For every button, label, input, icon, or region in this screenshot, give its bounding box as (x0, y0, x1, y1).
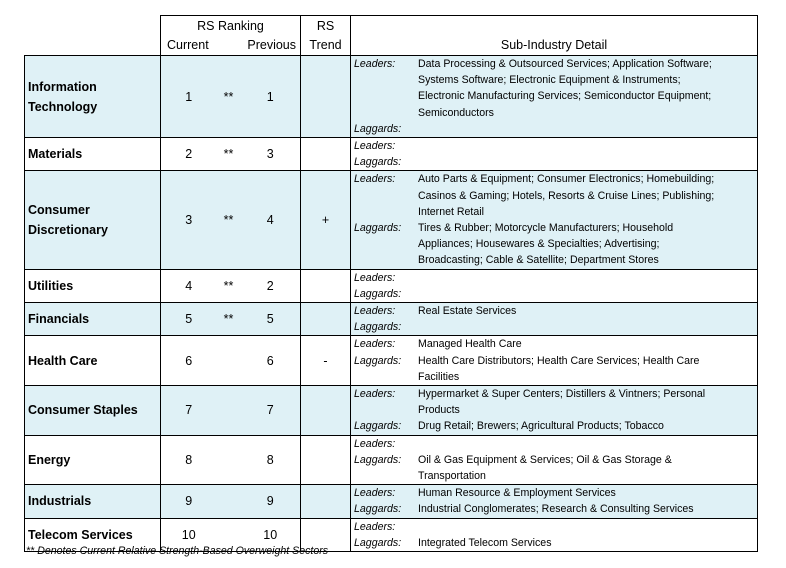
sector-name: Consumer Staples (25, 386, 161, 436)
laggards-label: Laggards: (354, 536, 402, 549)
table-row (25, 269, 758, 302)
table-row (25, 56, 758, 138)
leaders-label: Leaders: (354, 437, 396, 450)
leaders-label (351, 402, 418, 418)
table-row (25, 171, 758, 269)
laggards-label: Laggards: (354, 156, 402, 169)
leaders-text: Casinos & Gaming; Hotels, Resorts & Cruise Lines; Publishing; (418, 189, 715, 202)
rs-trend (301, 56, 351, 138)
sector-name: Materials (25, 138, 161, 171)
laggards-label: Laggards: (354, 503, 402, 516)
current-rank: 5 (161, 303, 217, 336)
overweight-marker: ** (217, 269, 241, 302)
previous-rank: 3 (241, 138, 301, 171)
previous-rank: 8 (241, 435, 301, 485)
rs-trend-header-bottom: Trend (301, 36, 351, 56)
laggards-label: Laggards: (354, 453, 402, 466)
overweight-marker (217, 485, 241, 518)
laggards-text: Tires & Rubber; Motorcycle Manufacturers; Household (418, 222, 674, 235)
leaders-text: Electronic Manufacturing Services; Semiconductor Equipment; (418, 90, 712, 103)
laggards-label: Laggards: (354, 354, 402, 367)
sub-industry-detail (351, 435, 758, 485)
overweight-marker (217, 336, 241, 386)
current-rank: 10 (161, 518, 217, 551)
laggards-text: Transportation (418, 470, 486, 483)
leaders-text: Systems Software; Electronic Equipment & Instruments; (418, 74, 681, 87)
overweight-marker: ** (217, 56, 241, 138)
leaders-text (418, 519, 756, 535)
laggards-text: Health Care Distributors; Health Care Services; Health Care (418, 354, 700, 367)
laggards-text: Drug Retail; Brewers; Agricultural Products; Tobacco (418, 420, 664, 433)
leaders-text: Products (418, 404, 460, 417)
leaders-label: Leaders: (354, 140, 396, 153)
overweight-marker (217, 435, 241, 485)
current-rank: 6 (161, 336, 217, 386)
current-rank: 7 (161, 386, 217, 436)
table-row (25, 138, 758, 171)
sector-name: Health Care (25, 336, 161, 386)
rs-trend (301, 138, 351, 171)
footnote: ** Denotes Current Relative Strength-Based Overweight Sectors (26, 545, 329, 557)
current-header: Current (161, 36, 241, 56)
rs-trend (301, 435, 351, 485)
rs-trend (301, 386, 351, 436)
leaders-label: Leaders: (354, 520, 396, 533)
current-rank: 3 (161, 171, 217, 269)
rs-trend (301, 269, 351, 302)
laggards-text (418, 286, 756, 302)
leaders-label: Leaders: (354, 388, 396, 401)
sector-name: Industrials (25, 485, 161, 518)
laggards-text (418, 154, 756, 170)
previous-rank: 4 (241, 171, 301, 269)
leaders-label: Leaders: (354, 338, 396, 351)
current-rank: 1 (161, 56, 217, 138)
leaders-text: Human Resource & Employment Services (418, 487, 616, 500)
sub-industry-detail (351, 303, 758, 336)
leaders-label: Leaders: (354, 173, 396, 186)
overweight-marker: ** (217, 303, 241, 336)
sector-name: Energy (25, 435, 161, 485)
laggards-label (351, 252, 418, 268)
leaders-label (351, 188, 418, 204)
header-row-2 (25, 36, 758, 56)
sector-name: Consumer Discretionary (25, 171, 161, 269)
previous-rank: 5 (241, 303, 301, 336)
rs-trend: + (301, 171, 351, 269)
laggards-text: Appliances; Housewares & Specialties; Advertising; (418, 238, 660, 251)
laggards-text: Oil & Gas Equipment & Services; Oil & Gas Storage & (418, 453, 672, 466)
previous-rank: 9 (241, 485, 301, 518)
sub-industry-detail (351, 171, 758, 269)
previous-rank: 6 (241, 336, 301, 386)
sub-industry-detail (351, 56, 758, 138)
leaders-text: Hypermarket & Super Centers; Distillers & Vintners; Personal (418, 388, 706, 401)
sub-industry-detail (351, 518, 758, 551)
leaders-text: Internet Retail (418, 205, 484, 218)
previous-rank: 10 (241, 518, 301, 551)
current-rank: 2 (161, 138, 217, 171)
leaders-text: Data Processing & Outsourced Services; Application Software; (418, 58, 712, 70)
overweight-marker: ** (217, 171, 241, 269)
table-row (25, 303, 758, 336)
rs-trend (301, 303, 351, 336)
header-row-1 (25, 16, 758, 36)
laggards-label: Laggards: (354, 287, 402, 300)
sector-name: Telecom Services (25, 518, 161, 551)
table-row (25, 485, 758, 518)
current-rank: 9 (161, 485, 217, 518)
laggards-label: Laggards: (354, 420, 402, 433)
laggards-text: Integrated Telecom Services (418, 536, 552, 549)
leaders-label (351, 204, 418, 220)
sector-name: Utilities (25, 269, 161, 302)
laggards-label (351, 468, 418, 484)
leaders-text: Managed Health Care (418, 338, 522, 351)
laggards-text: Industrial Conglomerates; Research & Consulting Services (418, 503, 694, 516)
overweight-marker (217, 386, 241, 436)
leaders-text (418, 138, 756, 154)
previous-rank: 1 (241, 56, 301, 138)
leaders-text: Semiconductors (418, 106, 494, 119)
leaders-text: Real Estate Services (418, 305, 517, 318)
leaders-label: Leaders: (354, 58, 396, 70)
overweight-marker: ** (217, 138, 241, 171)
leaders-text (418, 270, 756, 286)
current-rank: 4 (161, 269, 217, 302)
leaders-label: Leaders: (354, 487, 396, 500)
laggards-text (418, 121, 756, 137)
sector-name: Information Technology (25, 56, 161, 138)
sub-industry-detail (351, 138, 758, 171)
laggards-label: Laggards: (354, 122, 402, 135)
previous-rank: 2 (241, 269, 301, 302)
table-row (25, 336, 758, 386)
rs-trend: - (301, 336, 351, 386)
laggards-text (418, 319, 756, 335)
sector-ranking-table (24, 15, 758, 552)
previous-rank: 7 (241, 386, 301, 436)
sub-industry-header: Sub-Industry Detail (351, 36, 758, 56)
rs-trend (301, 485, 351, 518)
rs-ranking-header: RS Ranking (161, 16, 301, 36)
sector-name: Financials (25, 303, 161, 336)
leaders-label: Leaders: (354, 305, 396, 318)
leaders-label (351, 105, 418, 121)
leaders-text (418, 436, 756, 452)
table-row (25, 435, 758, 485)
leaders-label (351, 72, 418, 88)
laggards-label: Laggards: (354, 222, 402, 235)
previous-header: Previous (241, 36, 301, 56)
laggards-label (351, 236, 418, 252)
leaders-label: Leaders: (354, 271, 396, 284)
laggards-label: Laggards: (354, 321, 402, 334)
sub-industry-detail (351, 485, 758, 518)
sub-industry-detail (351, 336, 758, 386)
rs-trend-header-top: RS (301, 16, 351, 36)
laggards-text: Broadcasting; Cable & Satellite; Department Stores (418, 254, 659, 267)
laggards-text: Facilities (418, 370, 460, 383)
leaders-text: Auto Parts & Equipment; Consumer Electronics; Homebuilding; (418, 173, 715, 186)
laggards-label (351, 369, 418, 385)
current-rank: 8 (161, 435, 217, 485)
sub-industry-detail (351, 269, 758, 302)
table-row (25, 386, 758, 436)
leaders-label (351, 88, 418, 104)
sub-industry-detail (351, 386, 758, 436)
